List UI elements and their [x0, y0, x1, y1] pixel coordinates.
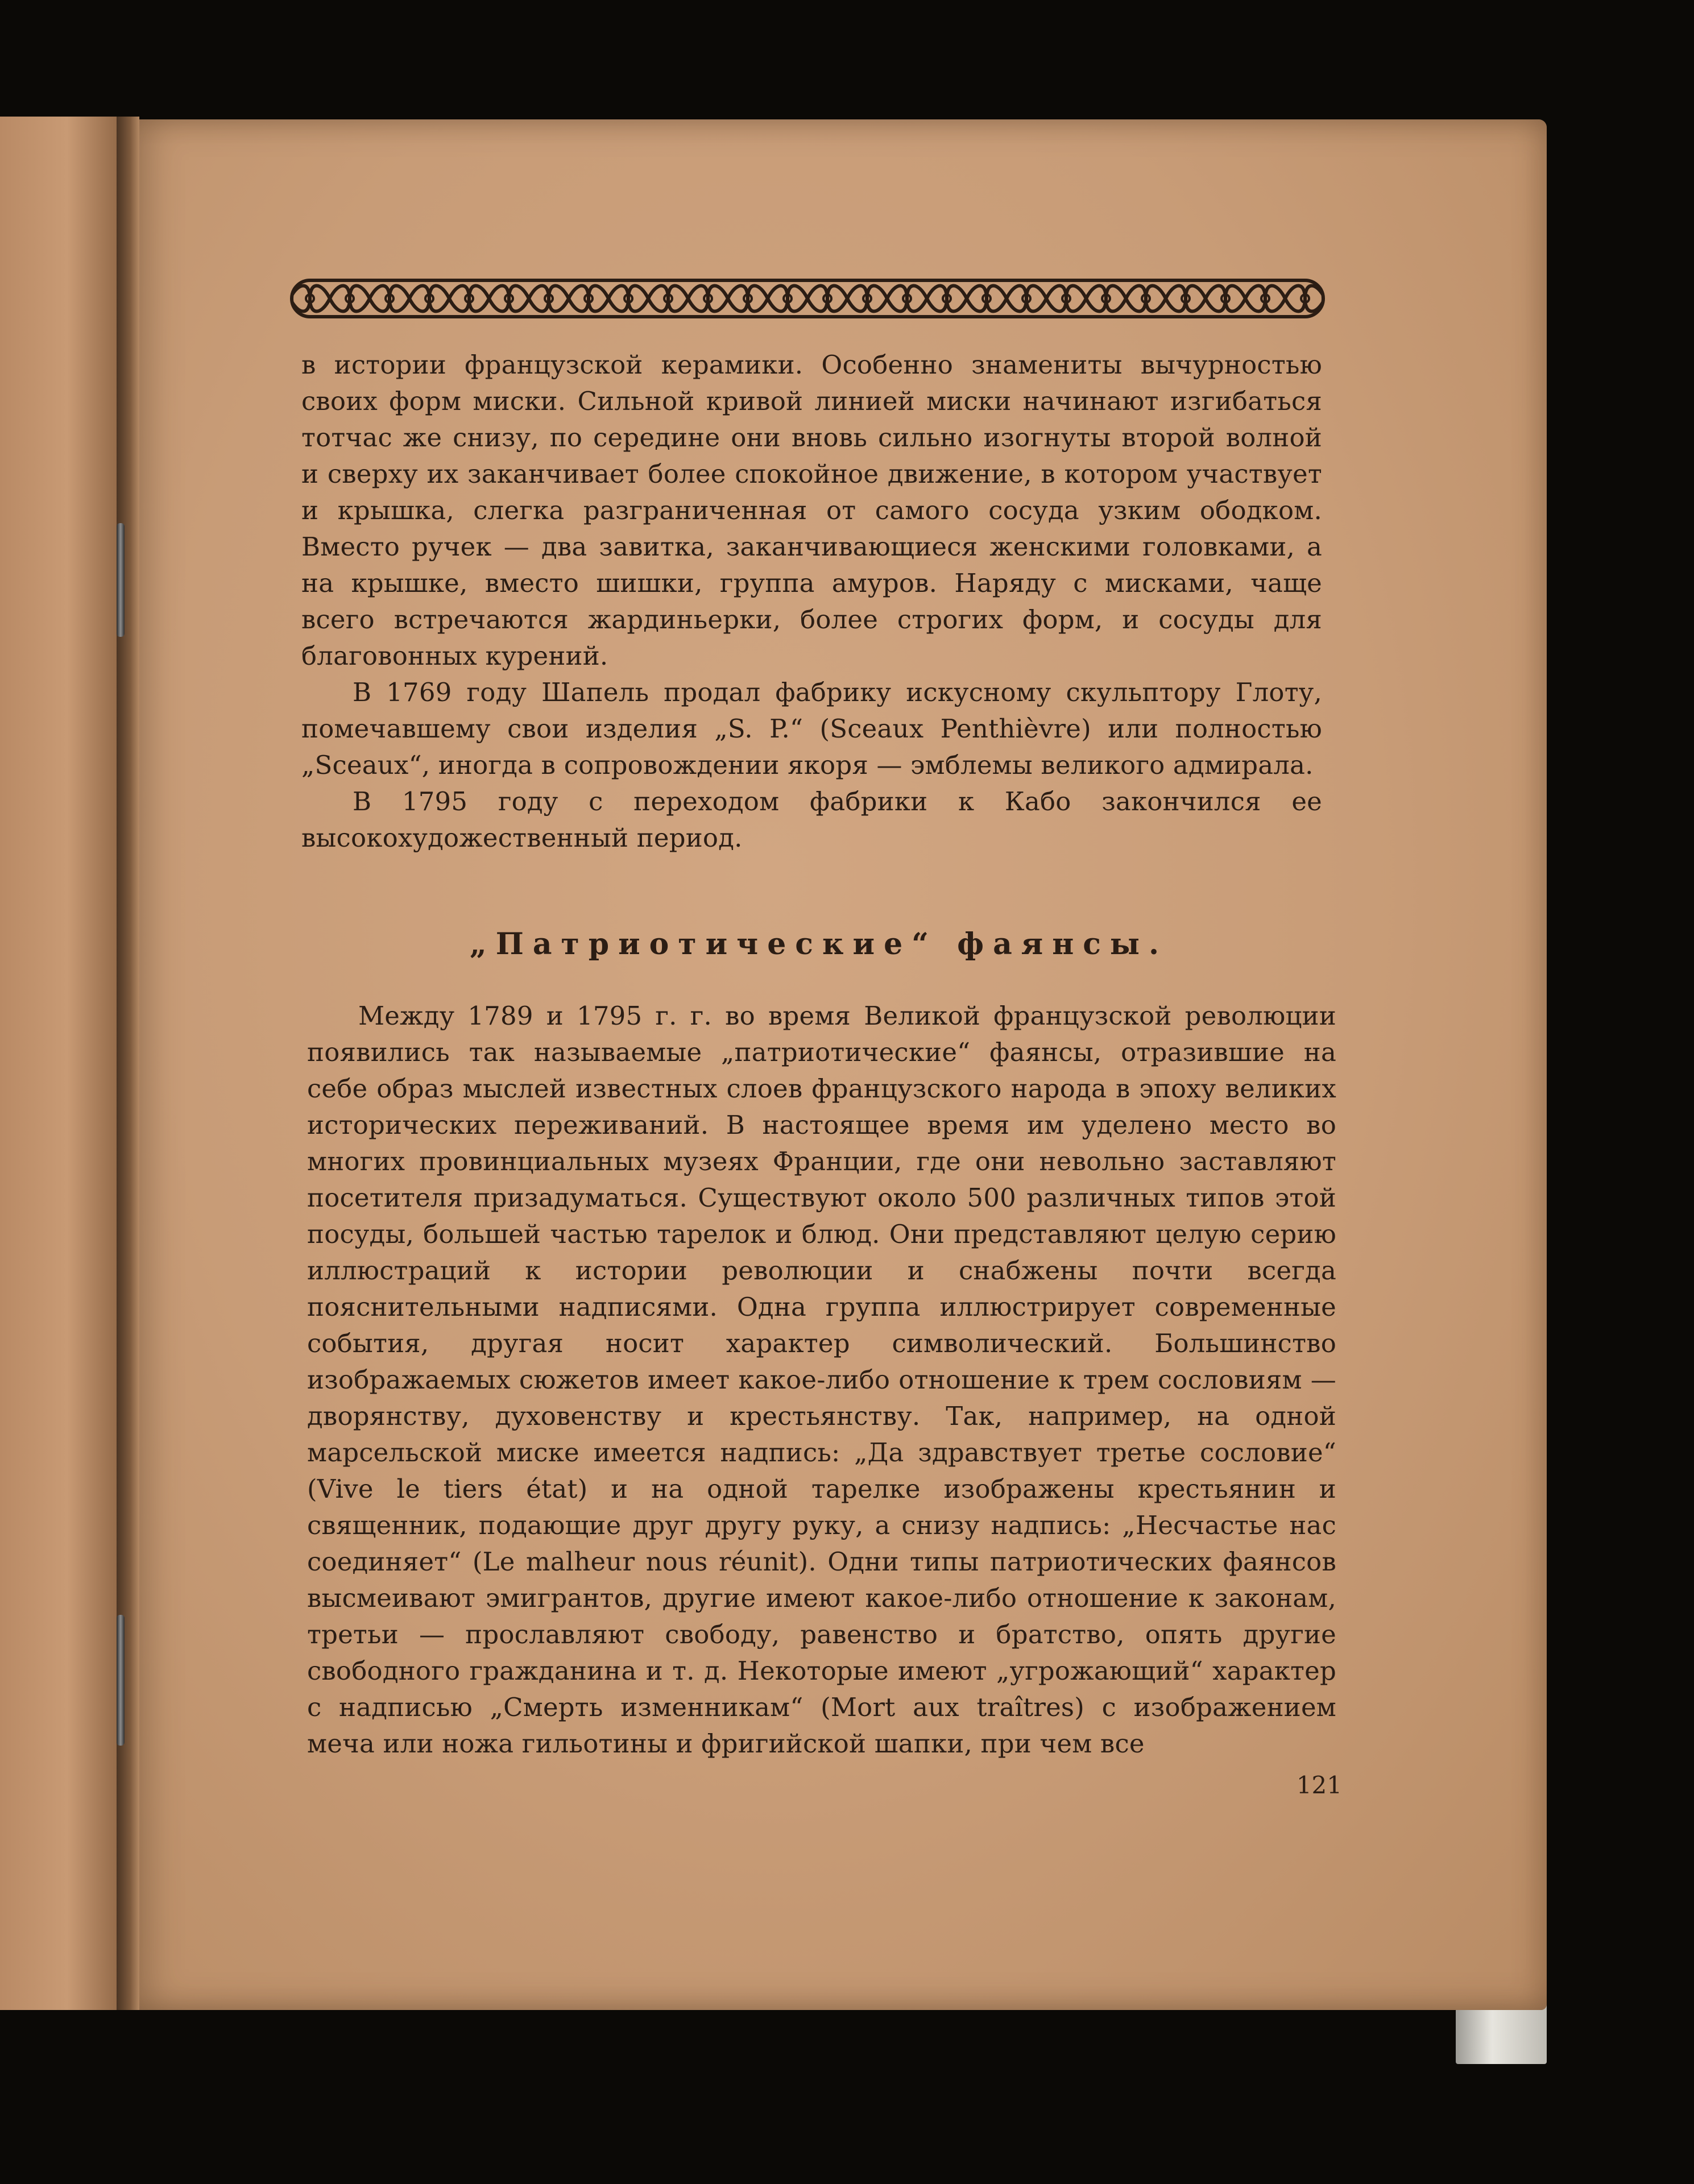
text-block-top	[301, 347, 1322, 856]
text-block-patriotic	[307, 998, 1336, 1762]
section-heading: „Патриотические“ фаянсы.	[469, 927, 1169, 962]
decorative-border-ornament	[290, 279, 1325, 318]
left-page-edge	[0, 117, 122, 2010]
paragraph-ceramics-history: в истории французской керамики. Особенно знамениты вычурностью своих форм миски. Сильной кривой линией миски начинают изгибаться тотчас же снизу, по середине они вновь сильно изогнуты второй волной и сверху их заканчивает более спокойное движение, в котором участвует и крышка, слегка разграниченная от самого сосуда узким ободком. Вместо ручек — два завитка, заканчивающиеся женскими головками, а на крышке, вместо шишки, группа амуров. Наряду с мисками, чаще всего встречаются жардиньерки, более строгих форм, и сосуды для благовонных курений.	[301, 350, 1322, 671]
paragraph-sale-1769: В 1769 году Шапель продал фабрику искусному скульптору Глоту, помечавшему свои изделия „S. P.“ (Sceaux Penthièvre) или полностью „Sceaux“, иногда в сопровождении якоря — эмблемы великого адмирала.	[301, 677, 1322, 780]
page-number: 121	[1296, 1771, 1342, 1799]
binding-staple-bottom	[117, 1615, 125, 1746]
binding-staple-top	[117, 523, 125, 637]
paragraph-end-1795: В 1795 году с переходом фабрики к Кабо закончился ее высокохудожественный период.	[301, 786, 1322, 853]
paragraph-patriotic-faience: Между 1789 и 1795 г. г. во время Великой французской революции появились так называемые „патриотические“ фаянсы, отразившие на себе образ мыслей известных слоев французского народа в эпоху великих исторических переживаний. В настоящее время им уделено место во многих провинциальных музеях Франции, где они невольно заставляют посетителя призадуматься. Существуют около 500 различных типов этой посуды, большей частью тарелок и блюд. Они представляют целую серию иллюстраций к истории революции и снабжены почти всегда пояснительными надписями. Одна группа иллюстрирует современные события, другая носит характер символический. Большинство изображаемых сюжетов имеет какое-либо отношение к трем сословиям — дворянству, духовенству и крестьянству. Так, например, на одной марсельской миске имеется надпись: „Да здравствует третье сословие“ (Vive le tiers état) и на одной тарелке изображены крестьянин и священник, подающие друг другу руку, а снизу надпись: „Несчастье нас соединяет“ (Le malheur nous réunit). Одни типы патриотических фаянсов высмеивают эмигрантов, другие имеют какое-либо отношение к законам, третьи — прославляют свободу, равенство и братство, опять другие свободного гражданина и т. д. Некоторые имеют „угрожающий“ характер с надписью „Смерть изменникам“ (Mort aux traîtres) с изображением меча или ножа гильотины и фригийской шапки, при чем все	[307, 1001, 1336, 1759]
